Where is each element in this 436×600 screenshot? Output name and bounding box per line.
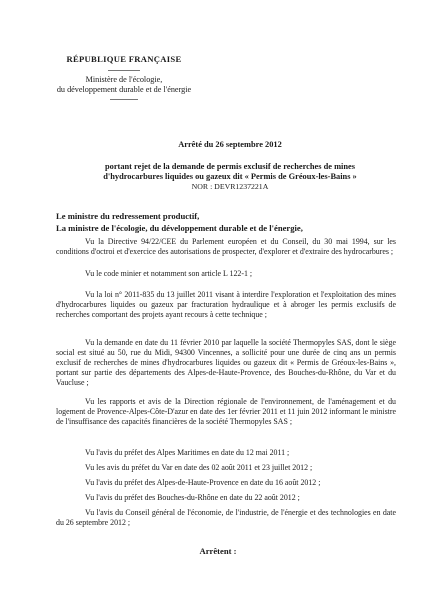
visa-paragraph: Vu les rapports et avis de la Direction régionale de l'environnement, de l'aménagement et du logement de Provence-Alpes-Côte-D'azur en date des 1er février 2011 et 11 juin 2012 informant le ministre de l'insuffisance des capacités financières de la société Thermopyles SAS ; (56, 397, 396, 426)
visa-paragraph: Vu la Directive 94/22/CEE du Parlement européen et du Conseil, du 30 mai 1994, sur les conditions d'octroi et d'exercice des autorisations de prospecter, d'explorer et d'extraire des hydrocarbures ; (56, 237, 396, 256)
decree-subtitle-line-1: portant rejet de la demande de permis exclusif de recherches de mines (104, 162, 356, 171)
header-divider-bottom (110, 99, 138, 100)
visa-paragraph: Vu le code minier et notamment son article L 122-1 ; (85, 269, 253, 278)
visa-paragraph: Vu les avis du préfet du Var en date des 02 août 2011 et 23 juillet 2012 ; (85, 463, 313, 472)
ministry-name (0, 75, 248, 95)
decree-subtitle-line-2: d'hydrocarbures liquides ou gazeux dit « Permis de Gréoux-les-Bains » (103, 172, 357, 181)
visa-paragraph: Vu la demande en date du 11 février 2010 par laquelle la société Thermopyles SAS, dont le siège social est situé au 50, rue du Midi, 94300 Vincennes, a sollicité pour une durée de cinq ans un permis exclusif de recherches de mines d'hydrocarbures liquides ou gazeux dit « Permis de Gréoux-les-Bains », portant sur partie des départements des Alpes-de-Haute-Provence, des Bouches-du-Rhône, du Var et du Vaucluse ; (56, 338, 396, 387)
republique-heading: RÉPUBLIQUE FRANÇAISE (66, 54, 182, 64)
header-divider-top (108, 70, 140, 71)
minister-line-2: La ministre de l'écologie, du développement durable et de l'énergie, (56, 222, 303, 233)
minister-line-1: Le ministre du redressement productif, (56, 211, 200, 221)
decree-title: Arrêté du 26 septembre 2012 (178, 140, 282, 149)
visa-paragraph: Vu l'avis du Conseil général de l'économie, de l'industrie, de l'énergie et des technologies en date du 26 septembre 2012 ; (56, 508, 396, 527)
decree-subtitle (80, 162, 380, 182)
visa-paragraph: Vu l'avis du préfet des Alpes Maritimes en date du 12 mai 2011 ; (85, 448, 290, 457)
visa-paragraph: Vu l'avis du préfet des Bouches-du-Rhône en date du 22 août 2012 ; (85, 493, 300, 502)
decree-operative-heading: Arrêtent : (199, 546, 237, 556)
nor-reference: NOR : DEVR1237221A (191, 182, 269, 191)
minister-heading (56, 211, 396, 234)
ministry-line-2: du développement durable et de l'énergie (56, 85, 192, 94)
visa-paragraph: Vu la loi n° 2011-835 du 13 juillet 2011 visant à interdire l'exploration et l'exploitation des mines d'hydrocarbures liquides ou gazeux par fracturation hydraulique et à abroger les permis exclusifs de recherches comportant des projets ayant recours à cette technique ; (56, 290, 396, 319)
visa-paragraph: Vu l'avis du préfet des Alpes-de-Haute-Provence en date du 16 août 2012 ; (85, 478, 321, 487)
ministry-line-1: Ministère de l'écologie, (85, 75, 163, 84)
decree-title-block (80, 140, 380, 191)
